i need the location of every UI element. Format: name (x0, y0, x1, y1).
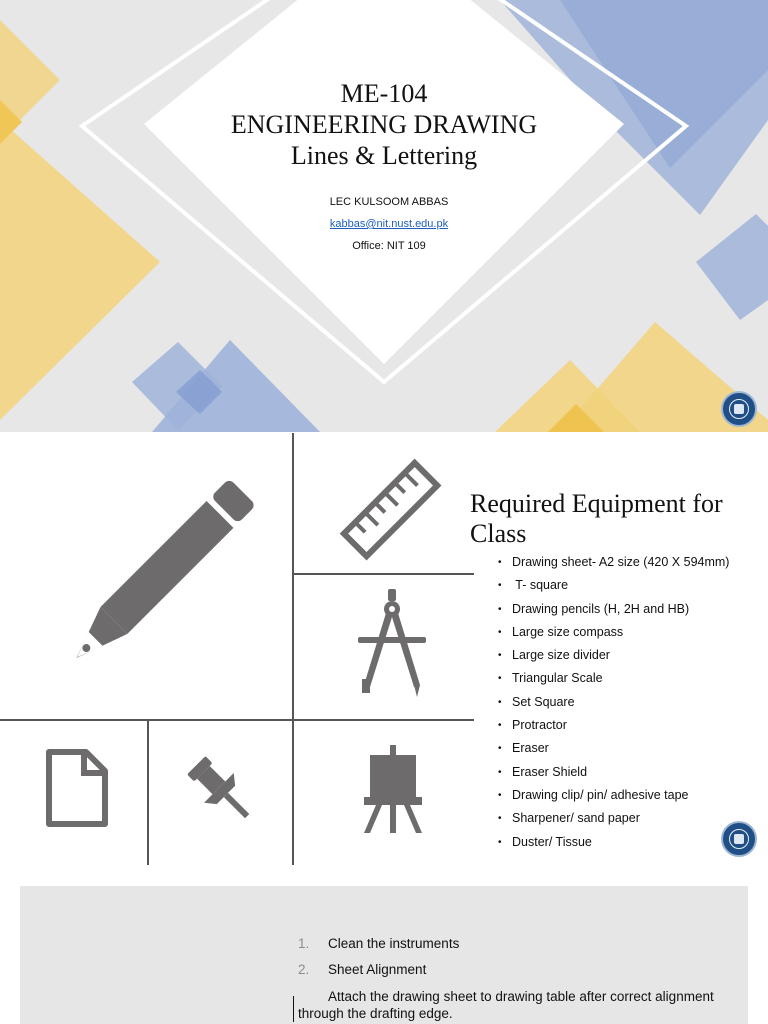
grid-divider-horizontal-main (0, 719, 474, 721)
title-slide (0, 0, 768, 432)
list-item: • Eraser (498, 741, 549, 756)
office-location: Office: NIT 109 (352, 240, 426, 252)
list-item: • Set Square (498, 694, 575, 709)
equipment-list (498, 551, 729, 854)
equipment-title: Required Equipment for Class (470, 489, 723, 548)
text-cursor (293, 996, 294, 1022)
list-item: • Large size divider (498, 648, 610, 663)
ruler-icon (336, 455, 448, 567)
list-item: • T- square (498, 578, 569, 593)
step-text: Clean the instruments (328, 936, 460, 951)
pencil-icon (40, 473, 260, 693)
procedure-slide (20, 886, 748, 1024)
list-item: • Drawing sheet- A2 size (420 X 594mm) (498, 555, 730, 569)
course-code: ME-104 (340, 79, 428, 108)
step-number: 1. (298, 936, 310, 951)
easel-icon (360, 743, 426, 835)
list-item: • Drawing clip/ pin/ adhesive tape (498, 787, 689, 802)
list-item: • Drawing pencils (H, 2H and HB) (498, 601, 690, 616)
lecturer-email-link[interactable]: kabbas@nit.nust.edu.pk (329, 218, 449, 230)
list-item: • Triangular Scale (498, 671, 603, 686)
list-item: • Eraser Shield (498, 764, 588, 779)
pushpin-icon (184, 753, 258, 827)
lecture-topic: Lines & Lettering (290, 141, 478, 170)
list-item: • Sharpener/ sand paper (498, 811, 640, 826)
compass-icon (354, 587, 430, 697)
geometric-background (0, 0, 768, 432)
step-number: 2. (298, 962, 310, 977)
step-description: Attach the drawing sheet to drawing table after correct alignment through the drafting edge. (298, 989, 714, 1021)
document-icon (44, 747, 110, 829)
equipment-slide (0, 433, 768, 865)
list-item: • Large size compass (498, 624, 624, 639)
list-item: • Duster/ Tissue (498, 834, 592, 849)
step-text: Sheet Alignment (328, 962, 427, 977)
lecturer-name: LEC KULSOOM ABBAS (329, 196, 449, 208)
grid-divider-horizontal-right (294, 573, 474, 575)
course-title: ENGINEERING DRAWING (230, 110, 538, 139)
list-item: • Protractor (498, 718, 567, 733)
university-crest-icon (721, 821, 757, 857)
grid-divider-vertical-main (292, 433, 294, 865)
university-crest-icon (721, 391, 757, 427)
grid-divider-vertical-bottom (147, 721, 149, 865)
